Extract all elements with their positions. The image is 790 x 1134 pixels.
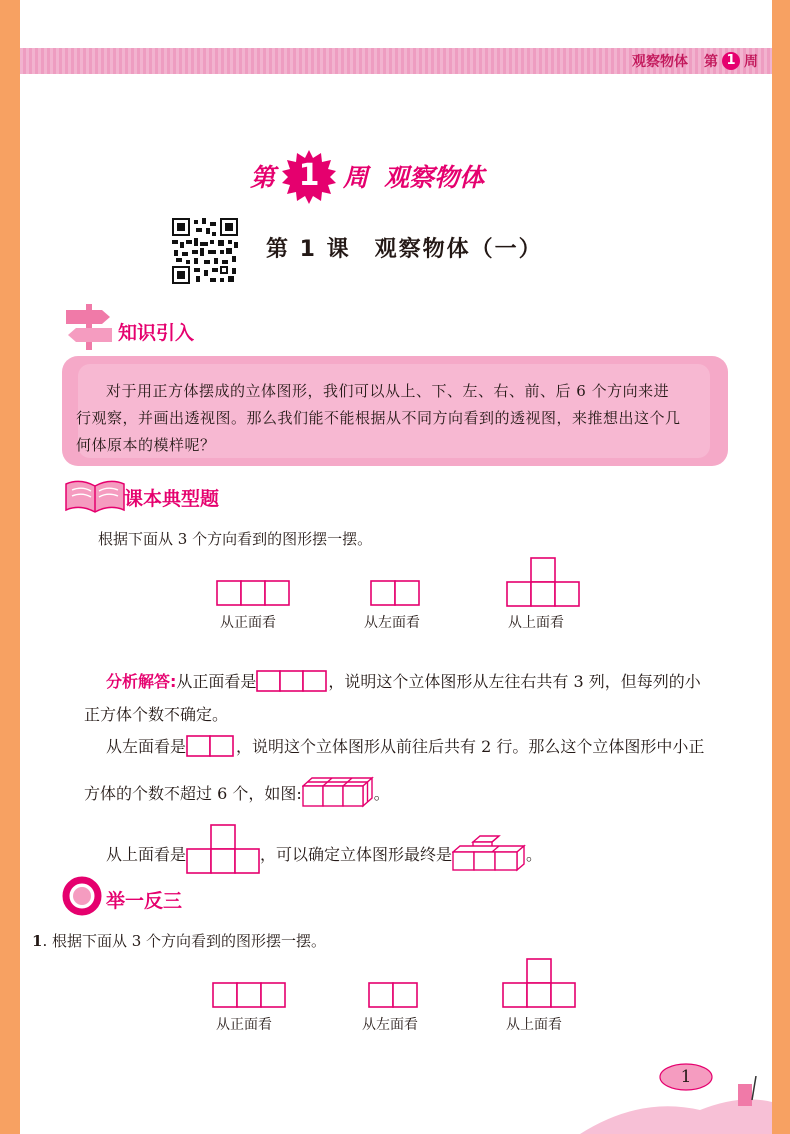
signpost-icon bbox=[62, 300, 120, 352]
open-book-icon bbox=[64, 476, 126, 514]
practice-front-view bbox=[212, 982, 286, 1010]
running-header bbox=[632, 50, 758, 72]
left-view-figure bbox=[370, 580, 420, 608]
textbook-question: 根据下面从 3 个方向看到的图形摆一摆。 bbox=[98, 530, 373, 548]
inline-final-solid bbox=[452, 832, 526, 872]
question-number: 1 bbox=[32, 932, 43, 950]
practice-view-label-top: 从上面看 bbox=[506, 1017, 562, 1033]
week-title-suffix: 周 bbox=[343, 163, 369, 192]
header-week-prefix: 第 bbox=[704, 54, 718, 70]
page-number-text: 1 bbox=[680, 1067, 692, 1087]
section-title-practice: 举一反三 bbox=[106, 890, 183, 912]
practice-top-view bbox=[502, 958, 576, 1010]
intro-text: 对于用正方体摆成的立体图形，我们可以从上、下、左、右、前、后 6 个方向来进行观察，并画出透视图。那么我们能不能根据从不同方向看到的透视图，来推想出这个几何体原本的模样呢？ bbox=[76, 382, 681, 454]
analysis-line-5: 从上面看是 ，可以确定立体图形最终是 。 bbox=[106, 824, 542, 876]
page-number bbox=[658, 1062, 714, 1092]
analysis-line-4: 方体的个数不超过 6 个，如图: 。 bbox=[84, 776, 390, 808]
practice-left-view bbox=[368, 982, 418, 1010]
qr-code-icon bbox=[172, 218, 238, 284]
week-title bbox=[250, 148, 484, 204]
week-title-prefix: 第 bbox=[250, 163, 276, 192]
practice-view-label-left: 从左面看 bbox=[362, 1017, 418, 1033]
header-week-num: 1 bbox=[722, 52, 740, 70]
analysis-line-1: 分析解答:从正面看是 ，说明这个立体图形从左往右共有 3 列，但每列的小 bbox=[106, 672, 701, 691]
week-title-topic: 观察物体 bbox=[384, 163, 485, 192]
section-title-textbook: 课本典型题 bbox=[124, 488, 220, 510]
practice-question-1: 1. 根据下面从 3 个方向看到的图形摆一摆。 bbox=[32, 932, 327, 950]
view-label-front: 从正面看 bbox=[220, 615, 276, 631]
inline-top-view bbox=[186, 824, 260, 876]
inline-left-view bbox=[186, 735, 236, 757]
analysis-line-3: 从左面看是 ，说明这个立体图形从前往后共有 2 行。那么这个立体图形中小正 bbox=[106, 737, 705, 756]
inline-front-view bbox=[256, 670, 328, 692]
header-section: 观察物体 bbox=[632, 54, 688, 70]
week-badge-num: 1 bbox=[298, 158, 320, 193]
practice-view-label-front: 从正面看 bbox=[216, 1017, 272, 1033]
lesson-title: 第 1 课 观察物体（一） bbox=[266, 237, 543, 262]
section-title-knowledge: 知识引入 bbox=[118, 322, 195, 344]
book-page bbox=[20, 0, 772, 1134]
view-label-top: 从上面看 bbox=[508, 615, 564, 631]
inline-cuboid-3x2 bbox=[302, 776, 374, 808]
analysis-label: 分析解答: bbox=[106, 672, 177, 691]
header-week-suffix: 周 bbox=[744, 54, 758, 70]
top-view-figure bbox=[506, 557, 580, 609]
analysis-line-2: 正方体个数不确定。 bbox=[84, 705, 229, 724]
week-badge bbox=[281, 148, 337, 204]
front-view-figure bbox=[216, 580, 290, 608]
ring-icon bbox=[62, 876, 102, 916]
view-label-left: 从左面看 bbox=[364, 615, 420, 631]
